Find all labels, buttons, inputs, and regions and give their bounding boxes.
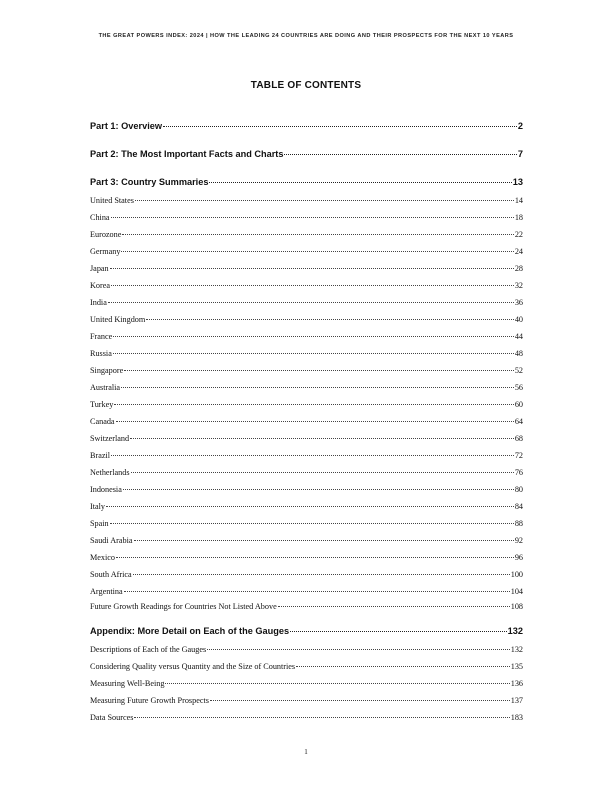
toc-entry-label: Australia bbox=[90, 383, 121, 392]
toc-entry-page: 14 bbox=[514, 196, 523, 205]
toc-entry-page: 135 bbox=[510, 662, 523, 671]
dot-leader bbox=[111, 217, 514, 218]
toc-entry[interactable] bbox=[90, 383, 523, 392]
toc-entry-page: 136 bbox=[510, 679, 523, 688]
toc-entry[interactable] bbox=[90, 196, 523, 205]
toc-entry-page: 32 bbox=[514, 281, 523, 290]
toc-entry-label: Part 3: Country Summaries bbox=[90, 177, 209, 187]
toc-entry-page: 132 bbox=[510, 645, 523, 654]
toc-entry-page: 22 bbox=[514, 230, 523, 239]
toc-entry[interactable] bbox=[90, 662, 523, 671]
table-of-contents bbox=[90, 0, 523, 792]
toc-entry[interactable] bbox=[90, 519, 523, 528]
toc-entry-label: United States bbox=[90, 196, 134, 205]
toc-entry-label: Descriptions of Each of the Gauges bbox=[90, 645, 207, 654]
toc-entry-label: South Africa bbox=[90, 570, 132, 579]
toc-entry-page: 68 bbox=[514, 434, 523, 443]
toc-entry-page: 44 bbox=[514, 332, 523, 341]
dot-leader bbox=[121, 251, 513, 252]
dot-leader bbox=[110, 268, 514, 269]
toc-entry-label: Measuring Future Growth Prospects bbox=[90, 696, 209, 705]
toc-entry-label: Russia bbox=[90, 349, 112, 358]
toc-entry-label: China bbox=[90, 213, 110, 222]
toc-entry[interactable] bbox=[90, 247, 523, 256]
toc-entry-label: Considering Quality versus Quantity and the Size of Countries bbox=[90, 662, 296, 671]
dot-leader bbox=[111, 455, 514, 456]
toc-entry-label: Measuring Well-Being bbox=[90, 679, 165, 688]
toc-entry-label: Korea bbox=[90, 281, 111, 290]
dot-leader bbox=[113, 353, 514, 354]
toc-entry-page: 48 bbox=[514, 349, 523, 358]
dot-leader bbox=[116, 557, 514, 558]
toc-entry[interactable] bbox=[90, 332, 523, 341]
dot-leader bbox=[122, 234, 513, 235]
toc-entry-page: 88 bbox=[514, 519, 523, 528]
toc-entry-label: Netherlands bbox=[90, 468, 130, 477]
dot-leader bbox=[111, 285, 514, 286]
page-number: 1 bbox=[304, 748, 308, 756]
dot-leader bbox=[113, 336, 514, 337]
toc-entry-label: Spain bbox=[90, 519, 109, 528]
toc-entry-page: 96 bbox=[514, 553, 523, 562]
toc-entry-page: 7 bbox=[517, 149, 523, 159]
toc-entry-label: Canada bbox=[90, 417, 115, 426]
toc-entry-page: 84 bbox=[514, 502, 523, 511]
toc-entry-label: Indonesia bbox=[90, 485, 122, 494]
toc-entry[interactable] bbox=[90, 281, 523, 290]
toc-entry-page: 2 bbox=[517, 121, 523, 131]
toc-entry-label: Saudi Arabia bbox=[90, 536, 133, 545]
toc-entry-label: France bbox=[90, 332, 113, 341]
dot-leader bbox=[108, 302, 514, 303]
toc-entry-label: Brazil bbox=[90, 451, 111, 460]
dot-leader bbox=[135, 200, 514, 201]
toc-entry-page: 92 bbox=[514, 536, 523, 545]
toc-entry-page: 60 bbox=[514, 400, 523, 409]
toc-entry-label: Japan bbox=[90, 264, 109, 273]
toc-entry-page: 13 bbox=[512, 177, 523, 187]
toc-entry[interactable] bbox=[90, 502, 523, 511]
toc-entry[interactable] bbox=[90, 713, 523, 722]
toc-entry-label: India bbox=[90, 298, 107, 307]
dot-leader bbox=[123, 489, 514, 490]
toc-entry-label: Eurozone bbox=[90, 230, 122, 239]
toc-entry[interactable] bbox=[90, 696, 523, 705]
toc-entry[interactable] bbox=[90, 602, 523, 611]
toc-entry-label: Part 2: The Most Important Facts and Charts bbox=[90, 149, 284, 159]
toc-entry[interactable] bbox=[90, 587, 523, 596]
dot-leader bbox=[146, 319, 514, 320]
toc-entry-page: 24 bbox=[514, 247, 523, 256]
toc-entry[interactable] bbox=[90, 434, 523, 443]
toc-entry[interactable] bbox=[90, 298, 523, 307]
toc-entry-label: United Kingdom bbox=[90, 315, 146, 324]
toc-section-entry[interactable] bbox=[90, 177, 523, 187]
toc-entry-page: 56 bbox=[514, 383, 523, 392]
toc-section-entry[interactable] bbox=[90, 149, 523, 159]
dot-leader bbox=[121, 387, 514, 388]
dot-leader bbox=[116, 421, 514, 422]
toc-entry[interactable] bbox=[90, 451, 523, 460]
toc-entry[interactable] bbox=[90, 536, 523, 545]
dot-leader bbox=[163, 126, 517, 127]
toc-entry[interactable] bbox=[90, 553, 523, 562]
toc-entry-label: Turkey bbox=[90, 400, 114, 409]
toc-entry-label: Argentina bbox=[90, 587, 123, 596]
toc-entry[interactable] bbox=[90, 230, 523, 239]
toc-entry-label: Part 1: Overview bbox=[90, 121, 163, 131]
toc-entry-page: 28 bbox=[514, 264, 523, 273]
toc-entry-page: 104 bbox=[510, 587, 523, 596]
toc-entry[interactable] bbox=[90, 349, 523, 358]
dot-leader bbox=[114, 404, 513, 405]
dot-leader bbox=[296, 666, 510, 667]
toc-entry-page: 137 bbox=[510, 696, 523, 705]
dot-leader bbox=[210, 700, 510, 701]
toc-entry-label: Singapore bbox=[90, 366, 124, 375]
toc-entry-page: 76 bbox=[514, 468, 523, 477]
toc-entry-page: 52 bbox=[514, 366, 523, 375]
dot-leader bbox=[290, 631, 507, 632]
dot-leader bbox=[165, 683, 509, 684]
dot-leader bbox=[124, 370, 514, 371]
toc-entry[interactable] bbox=[90, 417, 523, 426]
dot-leader bbox=[106, 506, 514, 507]
page-title: TABLE OF CONTENTS bbox=[250, 80, 362, 91]
dot-leader bbox=[134, 540, 514, 541]
dot-leader bbox=[130, 438, 514, 439]
toc-entry[interactable] bbox=[90, 213, 523, 222]
toc-entry-page: 40 bbox=[514, 315, 523, 324]
toc-entry[interactable] bbox=[90, 679, 523, 688]
toc-entry-label: Mexico bbox=[90, 553, 116, 562]
toc-entry-page: 64 bbox=[514, 417, 523, 426]
toc-entry-label: Future Growth Readings for Countries Not Listed Above bbox=[90, 602, 277, 611]
toc-entry-label: Germany bbox=[90, 247, 121, 256]
toc-entry[interactable] bbox=[90, 468, 523, 477]
toc-entry-page: 183 bbox=[510, 713, 523, 722]
toc-entry-page: 108 bbox=[510, 602, 523, 611]
dot-leader bbox=[131, 472, 514, 473]
dot-leader bbox=[110, 523, 514, 524]
toc-entry-label: Italy bbox=[90, 502, 106, 511]
dot-leader bbox=[133, 574, 510, 575]
toc-entry-label: Switzerland bbox=[90, 434, 130, 443]
toc-entry-page: 100 bbox=[510, 570, 523, 579]
toc-section-entry[interactable] bbox=[90, 626, 523, 636]
toc-entry[interactable] bbox=[90, 485, 523, 494]
toc-entry-page: 18 bbox=[514, 213, 523, 222]
toc-entry[interactable] bbox=[90, 400, 523, 409]
toc-entry[interactable] bbox=[90, 570, 523, 579]
toc-entry[interactable] bbox=[90, 645, 523, 654]
dot-leader bbox=[209, 182, 511, 183]
toc-entry-page: 80 bbox=[514, 485, 523, 494]
toc-entry-page: 132 bbox=[507, 626, 523, 636]
toc-section-entry[interactable] bbox=[90, 121, 523, 131]
dot-leader bbox=[124, 591, 510, 592]
toc-entry[interactable] bbox=[90, 315, 523, 324]
dot-leader bbox=[207, 649, 510, 650]
toc-entry-page: 36 bbox=[514, 298, 523, 307]
toc-entry-page: 72 bbox=[514, 451, 523, 460]
dot-leader bbox=[284, 154, 516, 155]
toc-entry[interactable] bbox=[90, 366, 523, 375]
toc-entry-label: Data Sources bbox=[90, 713, 134, 722]
dot-leader bbox=[134, 717, 509, 718]
toc-entry[interactable] bbox=[90, 264, 523, 273]
running-header: THE GREAT POWERS INDEX: 2024 | HOW THE LEADING 24 COUNTRIES ARE DOING AND THEIR PROSPECTS FOR THE NEXT 10 YEARS bbox=[98, 33, 514, 39]
toc-entry-label: Appendix: More Detail on Each of the Gauges bbox=[90, 626, 290, 636]
dot-leader bbox=[278, 606, 510, 607]
